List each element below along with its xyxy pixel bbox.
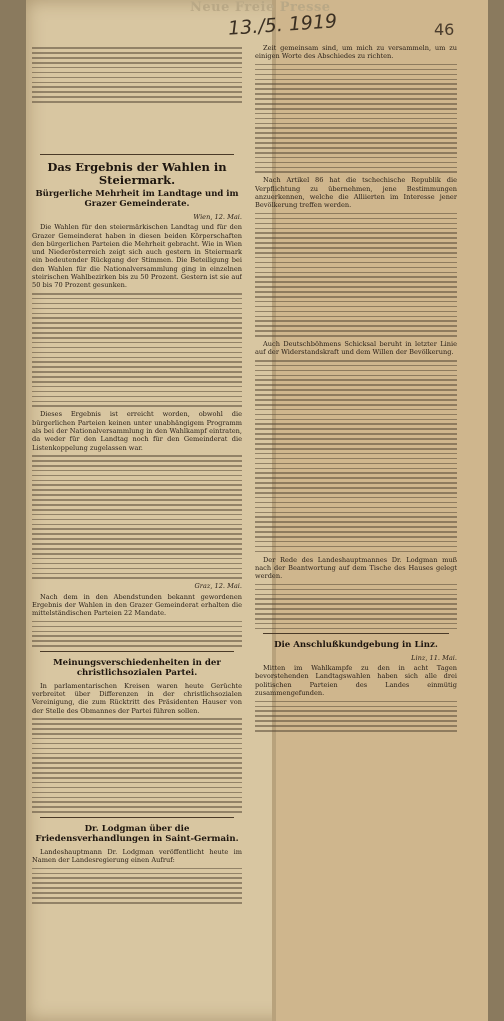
dateline-linz: Linz, 11. Mai. <box>411 653 457 662</box>
paragraph: Zeit gemeinsam sind, um mich zu versammeln, um zu einigen Worte des Abschiedes zu richten. <box>255 44 457 61</box>
paragraph: Nach Artikel 86 hat die tschechische Republik die Verpflichtung zu übernehmen, jene Bestimmungen anzuerkennen, welche die Alliierten im Interesse jener Bevölkerung treffen werden. <box>255 176 457 210</box>
text-lines <box>255 360 457 552</box>
dateline-graz: Graz, 12. Mai. <box>194 582 242 591</box>
dateline-vienna: Wien, 12. Mai. <box>193 213 242 221</box>
section-heading: Dr. Lodgman über die Friedensverhandlungen in Saint-Germain. <box>35 823 239 845</box>
text-lines <box>32 293 242 407</box>
text-lines <box>255 64 457 173</box>
paragraph: Der Rede des Landeshauptmannes Dr. Lodgman muß nach der Beantwortung auf dem Tische des Hauses gelegt werden. <box>255 555 457 581</box>
section-heading: Die Anschlußkundgebung in Linz. <box>274 640 438 651</box>
text-lines <box>255 584 457 630</box>
subheadline: Bürgerliche Mehrheit im Landtage und im Grazer Gemeinderate. <box>35 189 239 209</box>
handwritten-date: 13./5. 1919 <box>227 10 338 40</box>
masthead: Neue Freie Presse <box>190 0 331 15</box>
paragraph: Dieses Ergebnis ist erreicht worden, obwohl die bürgerlichen Parteien keinen unter unabhängigem Programm als bei der Nationalversammlung in den Wahlkampf eintraten, da weder für den Landtag noch für den Gemeinderat die Listenkoppelung zugelassen war. <box>32 410 242 452</box>
text-lines <box>255 213 457 337</box>
paragraph: Mitten im Wahlkampfe zu den in acht Tagen bevorstehenden Landtagswahlen haben sich alle drei politischen Parteien des Landes einmütig zusammengefunden. <box>255 664 457 698</box>
section-heading: Meinungsverschiedenheiten in der christlichsozialen Partei. <box>53 657 221 679</box>
divider <box>40 817 234 818</box>
text-lines <box>32 868 242 904</box>
left-top-text-lines <box>32 44 242 140</box>
right-column <box>255 44 457 1016</box>
divider <box>40 651 234 652</box>
paragraph: Die Wahlen für den steiermärkischen Landtag und für den Grazer Gemeinderat haben in diesen beiden Körperschaften den bürgerlichen Parteien die Mehrheit gebracht. Wie in Wien und Niederösterreich zeigt sich auch gestern in Steiermark ein bedeutender Rückgang der Stimmen. Die Beteiligung bei den Wahlen für die Nationalversammlung ging in einzelnen steirischen Wahlbezirken bis zu 50 Prozent. Gestern ist sie auf 50 bis 70 Prozent gesunken. <box>32 223 242 290</box>
text-lines <box>255 701 457 732</box>
text-lines <box>32 718 242 813</box>
text-lines <box>32 621 242 647</box>
paragraph: Auch Deutschböhmens Schicksal beruht in letzter Linie auf der Widerstandskraft und dem Willen der Bevölkerung. <box>255 340 457 357</box>
divider <box>40 154 234 155</box>
paragraph: Landeshauptmann Dr. Lodgman veröffentlicht heute im Namen der Landesregierung einen Aufruf: <box>32 847 242 865</box>
headline: Das Ergebnis der Wahlen in Steiermark. <box>47 160 227 187</box>
handwritten-number: 46 <box>434 20 455 39</box>
paragraph: Nach dem in den Abendstunden bekannt gewordenen Ergebnis der Wahlen in den Grazer Gemeinderat erhalten die mittelständischen Parteien 22 Mandate. <box>32 592 242 618</box>
left-column <box>32 150 242 1016</box>
divider <box>263 633 449 634</box>
paragraph: In parlamentarischen Kreisen waren heute Gerüchte verbreitet über Differenzen in der christlichsozialen Vereinigung, die zum Rücktritt des Präsidenten Hauser von der Stelle des Obmannes der Partei führen sollen. <box>32 681 242 715</box>
text-lines <box>32 455 242 579</box>
